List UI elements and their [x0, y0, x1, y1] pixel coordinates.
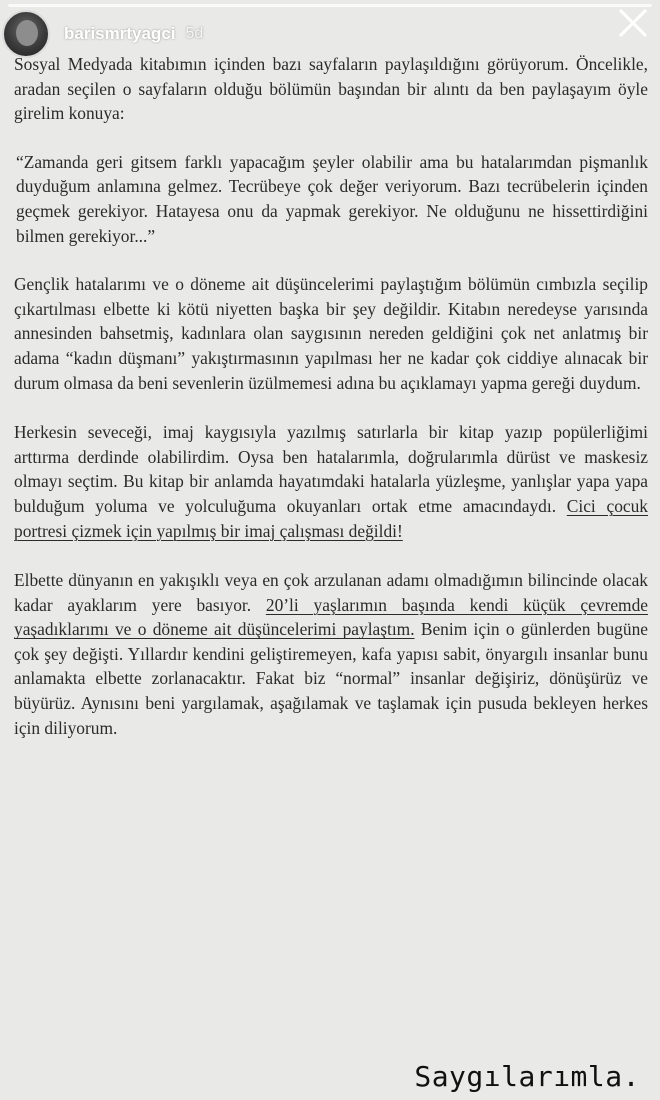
paragraph-three: Gençlik hatalarımı ve o döneme ait düşüncelerimi paylaştığım bölümün cımbızla seçilip çıkartılması elbette ki kötü niyetten başka bir şey değildir. Kitabın neredeyse yarısında annesinden bahsetmiş, kadınlara olan saygısının nereden geldiğini çok net anlatmış bir adama “kadın düşmanı” yakıştırmasının yapılması her ne kadar çok ciddiye alınacak bir durum olmasa da beni sevenlerin üzülmemesi adına bu açıklamayı yapma gereği duydum. [14, 274, 648, 393]
story-progress-bar [8, 4, 652, 7]
avatar[interactable] [2, 10, 50, 58]
paragraph-four-underlined: Cici çocuk portresi çizmek için yapılmış bir imaj çalışması değildi! [14, 495, 649, 541]
paragraph-five-text-start: Elbette dünyanın en yakışıklı veya en çok arzulanan adamı olmadığımın bilincinde olacak kadar ayaklarım yere basıyor. [14, 570, 648, 615]
paragraph-four-text: Herkesin seveceği, imaj kaygısıyla yazılmış satırlarla bir kitap yazıp popülerliğimi arttırma derdinde olabilirdim. Oysa ben hatalarımla, doğrularımla dürüst ve maskesiz olmayı seçtim. Bu kitap bir anlamda hayatımdaki hatalarla yüzleşme, yanlışlar yapa yapa bulduğum yoluma ve yolculuğuma okuyanları ortak etme amacındaydı. [14, 422, 648, 516]
username[interactable]: barismrtyagci [64, 24, 176, 43]
story-progress-fill [8, 4, 652, 7]
paragraph-five-text-end: Benim için o günlerden bugüne çok şey değişti. Yıllardır kendini geliştiremeyen, kafa yapısı sabit, önyargılı insanlar bunu anlamakta elbette zorlanacaktır. Fakat biz “normal” insanlar değişiriz, dönüşürüz ve büyürüz. Aynısını beni yargılamak, aşağılamak ve taşlamak için pusuda bekleyen herkes için diliyorum. [14, 619, 648, 738]
close-icon[interactable] [616, 6, 650, 40]
paragraph-intro: Sosyal Medyada kitabımın içinden bazı sayfaların paylaşıldığını görüyorum. Öncelikle, aradan seçilen o sayfaların olduğu bölümün başından bir alıntı da ben paylaşayım öyle girelim konuya: [14, 54, 648, 124]
paragraph-five [14, 568, 648, 740]
story-text [14, 52, 648, 740]
signature: Saygılarımla. [414, 1060, 640, 1093]
paragraph-five-underlined: 20’li yaşlarımın başında kendi küçük çevremde yaşadıklarımı ve o döneme ait düşüncelerimi paylaştım. [14, 594, 648, 640]
paragraph-quote: “Zamanda geri gitsem farklı yapacağım şeyler olabilir ama bu hatalarımdan pişmanlık duyduğum anlamına gelmez. Tecrübeye çok değer veriyorum. Bazı tecrübelerin içinden geçmek gerekiyor. Hatayesa onu da yapmak gerekiyor. Ne olduğunu ne hissettirdiğini bilmen gerekiyor...” [16, 151, 648, 246]
story-header [0, 10, 660, 58]
paragraph-four [14, 420, 648, 543]
post-time: 5d [185, 25, 204, 42]
